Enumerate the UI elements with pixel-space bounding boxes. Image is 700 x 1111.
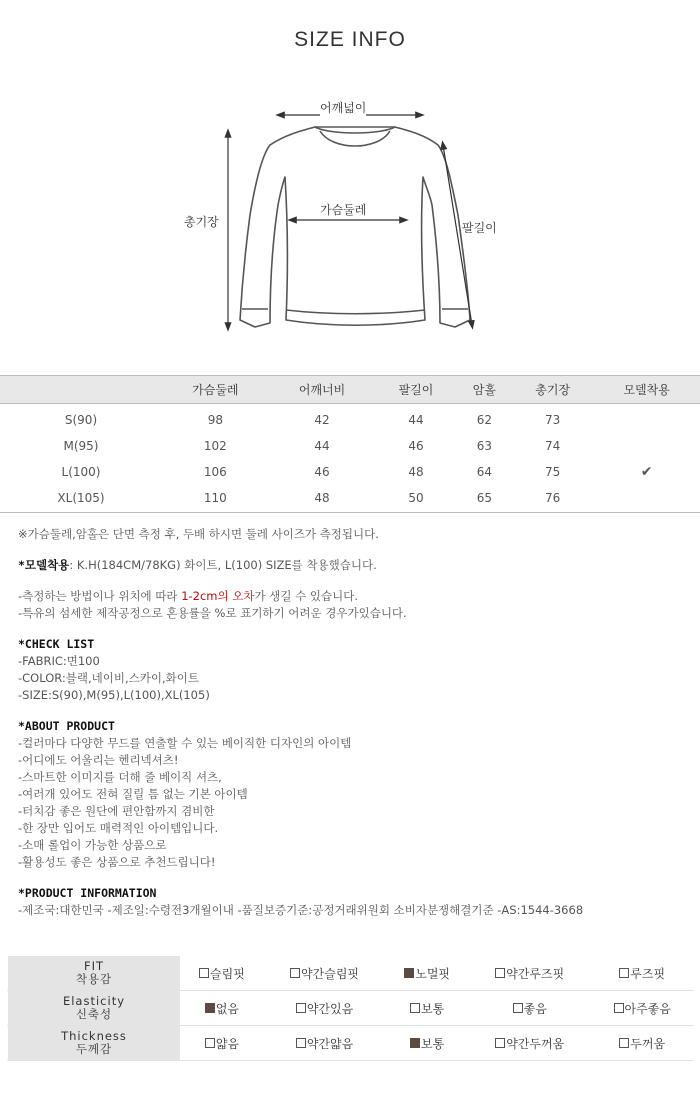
option-label: 아주좋음 <box>624 1001 671 1016</box>
list-item: -소매 롤업이 가능한 상품으로 <box>18 838 167 852</box>
model-note <box>18 557 688 574</box>
size-table-header <box>0 376 700 404</box>
checkbox-icon <box>410 1003 420 1013</box>
list-item: -터치감 좋은 원단에 편안함까지 겸비한 <box>18 804 215 818</box>
product-notes <box>18 526 688 919</box>
size-cell: L(100) <box>61 465 101 479</box>
product-information-text: -제조국:대한민국 -제조일:수령전3개월이내 -품질보증기준:공정거래위원회 소비자분쟁해결기준 -AS:1544-3668 <box>18 903 584 917</box>
shoulder-cell: 46 <box>314 465 330 479</box>
header-cell: 팔길이 <box>375 376 456 404</box>
error-note <box>18 588 688 605</box>
model-cell <box>593 433 700 459</box>
option-label: 두꺼움 <box>630 1036 666 1051</box>
checkbox-icon <box>513 1003 523 1013</box>
option-cell <box>181 1026 264 1061</box>
table-row <box>0 404 700 434</box>
size-diagram <box>0 95 700 345</box>
model-heading: *모델착용 <box>18 558 70 572</box>
option-label: 얇음 <box>215 1036 240 1051</box>
list-item: -컬러마다 다양한 무드를 연출할 수 있는 베이직한 디자인의 아이템 <box>18 736 352 750</box>
checkbox-icon <box>614 1003 624 1013</box>
model-text: : K.H(184CM/78KG) 화이트, L(100) SIZE를 착용했습니다. <box>69 558 377 572</box>
thickness-label-ko: 두께감 <box>75 1042 113 1056</box>
size-cell: XL(105) <box>0 485 162 513</box>
fit-table <box>7 955 694 1061</box>
option-label: 약간루즈핏 <box>506 966 565 981</box>
option-cell <box>591 1026 694 1061</box>
fit-label <box>8 956 181 991</box>
check-list-heading: *CHECK LIST <box>18 637 95 651</box>
fit-label-en: FIT <box>83 959 105 973</box>
fit-row <box>8 956 694 991</box>
table-row <box>0 459 700 485</box>
size-cell: S(90) <box>64 413 98 427</box>
option-label: 보통 <box>421 1036 445 1051</box>
list-item: -COLOR:블랙,네이비,스카이,화이트 <box>18 671 199 685</box>
armhole-cell: 62 <box>476 413 492 427</box>
armhole-cell: 65 <box>457 485 513 513</box>
checkbox-icon <box>199 968 209 978</box>
chest-cell: 102 <box>203 439 227 453</box>
list-item: -한 장만 입어도 매력적인 아이템입니다. <box>18 821 219 835</box>
table-row <box>0 433 700 459</box>
header-cell: 총기장 <box>512 376 593 404</box>
checked-box-icon <box>205 1003 215 1013</box>
option-cell <box>386 956 469 991</box>
option-label: 루즈핏 <box>630 966 666 981</box>
label-sleeve: 팔길이 <box>462 221 497 235</box>
option-label: 약간두꺼움 <box>506 1036 565 1051</box>
elasticity-label-ko: 신축성 <box>75 1007 113 1021</box>
checkbox-icon <box>619 968 629 978</box>
list-item: -스마트한 이미지를 더해 줄 베이직 셔츠, <box>18 770 222 784</box>
option-label: 약간슬림핏 <box>301 966 360 981</box>
length-cell: 76 <box>512 485 593 513</box>
chest-cell: 106 <box>203 465 227 479</box>
option-label: 좋음 <box>523 1001 547 1016</box>
size-cell: M(95) <box>63 439 99 453</box>
option-label: 보통 <box>421 1001 445 1016</box>
sleeve-cell: 46 <box>408 439 424 453</box>
product-information-heading: *PRODUCT INFORMATION <box>18 886 157 900</box>
length-cell: 74 <box>545 439 561 453</box>
header-cell: 암홀 <box>457 376 513 404</box>
list-item: -활용성도 좋은 상품으로 추천드립니다! <box>18 855 216 869</box>
header-cell: 어깨너비 <box>269 376 376 404</box>
thickness-label <box>8 1026 181 1061</box>
list-item: -FABRIC:면100 <box>18 654 100 668</box>
sleeve-cell: 44 <box>408 413 424 427</box>
length-cell: 73 <box>545 413 561 427</box>
error-note-text: -측정하는 방법이나 위치에 따라 <box>18 589 182 603</box>
checkbox-icon <box>296 1038 306 1048</box>
checked-box-icon <box>410 1038 420 1048</box>
option-label: 노멀핏 <box>415 966 451 981</box>
model-cell <box>593 404 700 434</box>
error-note-text: 가 생길 수 있습니다. <box>254 589 358 603</box>
option-cell <box>181 956 264 991</box>
checkbox-icon <box>619 1038 629 1048</box>
option-cell <box>469 956 591 991</box>
chest-cell: 110 <box>162 485 269 513</box>
shoulder-cell: 44 <box>314 439 330 453</box>
shoulder-cell: 42 <box>314 413 330 427</box>
thickness-label-en: Thickness <box>61 1029 127 1043</box>
checked-box-icon <box>404 968 414 978</box>
about-product-heading: *ABOUT PRODUCT <box>18 719 115 733</box>
fit-label-ko: 착용감 <box>75 972 113 986</box>
chest-cell: 98 <box>207 413 223 427</box>
label-chest: 가슴둘레 <box>320 203 367 217</box>
elasticity-row <box>8 991 694 1026</box>
list-item: -여러개 있어도 전혀 질릴 틈 없는 기본 아이템 <box>18 787 248 801</box>
error-range: 1-2cm의 오차 <box>181 589 255 603</box>
armhole-cell: 64 <box>476 465 492 479</box>
header-cell: 가슴둘레 <box>162 376 269 404</box>
checkbox-icon <box>205 1038 215 1048</box>
size-table <box>0 375 700 513</box>
option-label: 없음 <box>215 1001 240 1016</box>
shirt-illustration <box>0 95 700 345</box>
elasticity-label <box>8 991 181 1026</box>
label-length: 총기장 <box>184 215 219 229</box>
option-label: 슬림핏 <box>210 966 245 981</box>
checkbox-icon <box>296 1003 306 1013</box>
length-cell: 75 <box>545 465 561 479</box>
sleeve-cell: 48 <box>408 465 424 479</box>
page-title: SIZE INFO <box>294 28 406 51</box>
option-cell <box>469 1026 591 1061</box>
option-cell <box>386 991 469 1026</box>
sleeve-cell: 50 <box>375 485 456 513</box>
measure-note: ※가슴둘레,암홀은 단면 측정 후, 두배 하시면 둘레 사이즈가 측정됩니다. <box>18 527 379 541</box>
shoulder-cell: 48 <box>269 485 376 513</box>
option-cell <box>591 956 694 991</box>
list-item: -어디에도 어울리는 헨리넥셔츠! <box>18 753 179 767</box>
model-check-icon: ✔ <box>640 464 653 480</box>
option-cell <box>386 1026 469 1061</box>
table-row <box>0 485 700 513</box>
elasticity-label-en: Elasticity <box>62 994 126 1008</box>
model-cell <box>593 485 700 513</box>
option-cell <box>263 1026 385 1061</box>
list-item: -SIZE:S(90),M(95),L(100),XL(105) <box>18 688 210 702</box>
checkbox-icon <box>290 968 300 978</box>
option-cell <box>469 991 591 1026</box>
checkbox-icon <box>495 1038 505 1048</box>
option-label: 약간얇음 <box>306 1036 354 1051</box>
label-shoulder: 어깨넓이 <box>320 101 367 115</box>
header-cell <box>0 376 162 404</box>
option-label: 약간있음 <box>306 1001 354 1016</box>
option-cell <box>263 991 385 1026</box>
thickness-row <box>8 1026 694 1061</box>
header-cell: 모델착용 <box>593 376 700 404</box>
option-cell <box>591 991 694 1026</box>
mix-note: -특유의 섬세한 제작공정으로 혼용률을 %로 표기하기 어려운 경우가있습니다. <box>18 606 407 620</box>
option-cell <box>263 956 385 991</box>
option-cell <box>181 991 264 1026</box>
armhole-cell: 63 <box>476 439 492 453</box>
checkbox-icon <box>495 968 505 978</box>
